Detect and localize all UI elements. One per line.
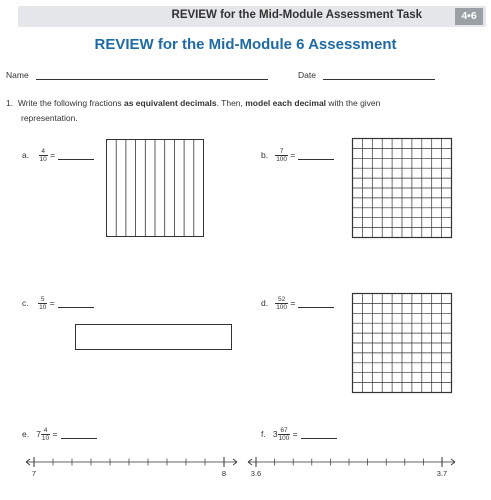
number-line-f[interactable]: [246, 455, 458, 481]
answer-blank[interactable]: [58, 151, 94, 160]
fraction: [275, 296, 288, 311]
fraction: [38, 296, 47, 311]
whole-number: 7: [36, 428, 41, 439]
problem-letter: f.: [261, 428, 266, 439]
module-badge: 4•6: [455, 8, 483, 25]
equals-sign: =: [49, 297, 55, 308]
denominator: 10: [41, 435, 50, 442]
problem-letter: d.: [261, 297, 269, 308]
denominator: 100: [276, 304, 288, 311]
denominator: 10: [39, 304, 47, 311]
equals-sign: =: [290, 297, 296, 308]
problem-letter: c.: [22, 297, 29, 308]
question-bold: as equivalent decimals: [123, 98, 217, 108]
answer-blank[interactable]: [301, 430, 337, 439]
problem-letter: e.: [22, 428, 30, 439]
denominator: 10: [39, 156, 47, 163]
name-label: Name: [6, 70, 29, 80]
end-tick-label: 8: [221, 469, 227, 478]
rectangle-model[interactable]: [75, 324, 232, 350]
question-part: with the given: [326, 98, 381, 108]
question-part: Write the following fractions: [17, 98, 124, 108]
task-title: REVIEW for the Mid-Module Assessment Task: [171, 9, 422, 21]
numerator: 52: [278, 296, 286, 303]
hundredths-grid-model[interactable]: [352, 138, 452, 238]
end-tick-label: 3.7: [436, 469, 448, 478]
name-field[interactable]: [36, 79, 268, 80]
date-field[interactable]: [323, 79, 435, 80]
page-title: REVIEW for the Mid-Module 6 Assessment: [94, 36, 397, 53]
answer-blank[interactable]: [58, 299, 94, 308]
answer-blank[interactable]: [298, 151, 334, 160]
tenths-strip-model[interactable]: [106, 139, 204, 237]
question-bold: model each decimal: [245, 98, 327, 108]
equals-sign: =: [52, 428, 58, 439]
equals-sign: =: [50, 149, 56, 160]
equals-sign: =: [292, 428, 298, 439]
fraction: [275, 148, 288, 163]
question-part: . Then,: [216, 98, 246, 108]
number-line-e[interactable]: [24, 455, 240, 481]
equals-sign: =: [290, 149, 296, 160]
problem-f: [261, 427, 337, 442]
problem-e: [22, 427, 97, 442]
numerator: 67: [280, 427, 288, 434]
start-tick-label: 3.6: [250, 469, 262, 478]
denominator: 100: [276, 156, 288, 163]
date-label: Date: [298, 70, 316, 80]
numerator: 4: [41, 148, 45, 155]
denominator: 100: [278, 435, 290, 442]
numerator: 5: [40, 296, 45, 303]
header-banner: [18, 6, 486, 27]
start-tick-label: 7: [31, 469, 37, 478]
fraction: [39, 148, 48, 163]
numerator: 4: [43, 427, 48, 434]
fraction: [41, 427, 50, 442]
question-text: [6, 97, 476, 110]
question-text-line2: representation.: [21, 113, 78, 123]
whole-number: 3: [272, 428, 278, 439]
problem-letter: b.: [261, 149, 269, 160]
numerator: 7: [279, 148, 284, 155]
hundredths-grid-model[interactable]: [352, 293, 452, 393]
question-number: 1.: [6, 98, 14, 108]
problem-letter: a.: [22, 149, 30, 160]
fraction: [278, 427, 291, 442]
problem-d: [261, 296, 334, 311]
problem-b: [261, 148, 334, 163]
problem-a: [22, 148, 94, 163]
problem-c: [22, 296, 94, 311]
answer-blank[interactable]: [61, 430, 97, 439]
answer-blank[interactable]: [298, 299, 334, 308]
